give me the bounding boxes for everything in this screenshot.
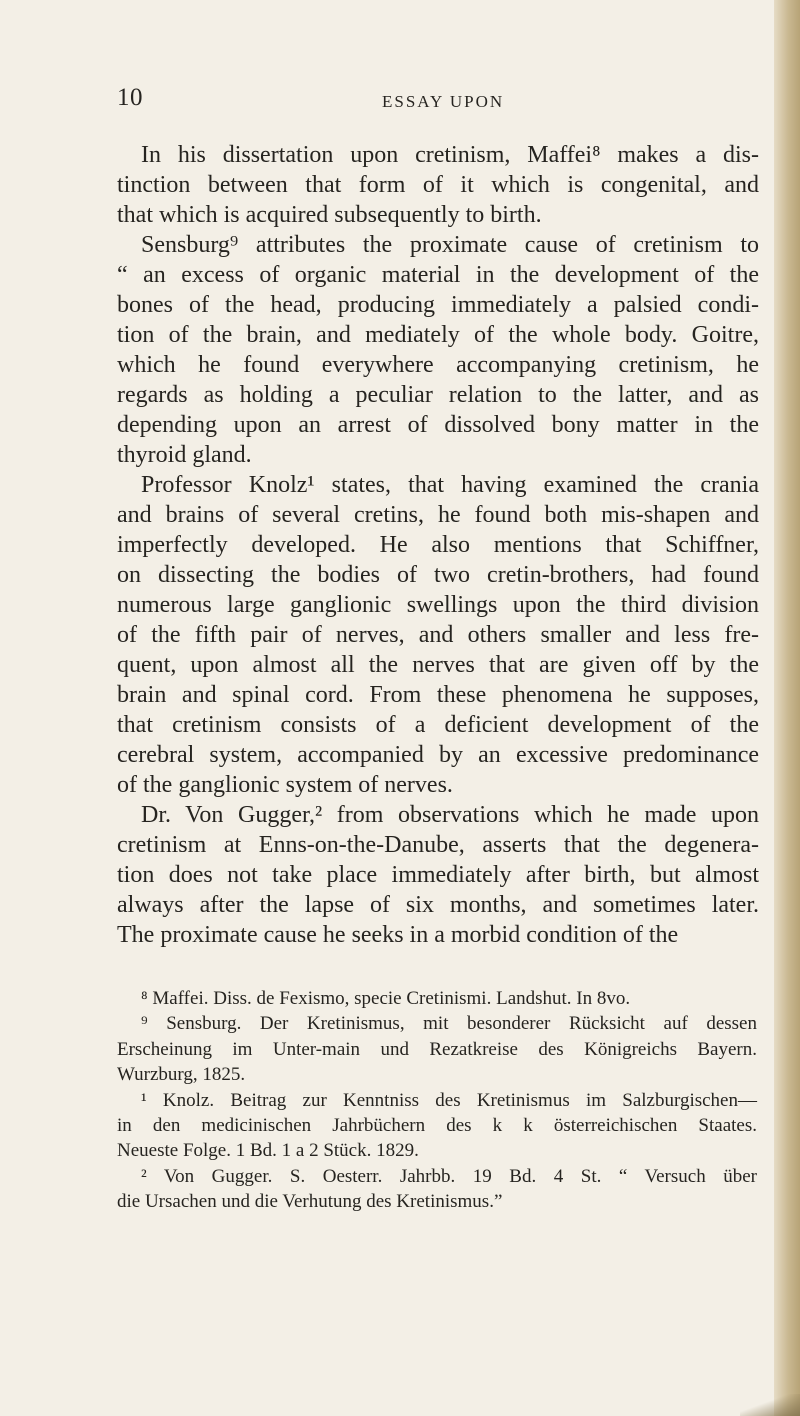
footnote-line: ¹ Knolz. Beitrag zur Kenntniss des Kretinismus im Salzburgischen— bbox=[141, 1089, 757, 1111]
page-edge bbox=[774, 0, 800, 1416]
footnote-line: Erscheinung im Unter-main und Rezatkreise des Königreichs Bayern. bbox=[117, 1038, 757, 1060]
paragraph bbox=[117, 800, 759, 950]
text-line: Professor Knolz¹ states, that having examined the crania bbox=[141, 472, 759, 498]
footnote bbox=[117, 1164, 757, 1215]
footnote bbox=[117, 986, 757, 1011]
text-line: Dr. Von Gugger,² from observations which he made upon bbox=[141, 802, 759, 828]
text-line: and brains of several cretins, he found both mis-shapen and bbox=[117, 502, 759, 528]
text-line: thyroid gland. bbox=[117, 442, 252, 468]
text-line: tion of the brain, and mediately of the whole body. Goitre, bbox=[117, 322, 759, 348]
footnote-line: ² Von Gugger. S. Oesterr. Jahrbb. 19 Bd. 4 St. “ Versuch über bbox=[141, 1165, 757, 1187]
text-line: “ an excess of organic material in the development of the bbox=[117, 262, 759, 288]
text-line: tion does not take place immediately after birth, but almost bbox=[117, 862, 759, 888]
footnotes bbox=[117, 986, 757, 1215]
text-line: always after the lapse of six months, and sometimes later. bbox=[117, 892, 759, 918]
text-line: bones of the head, producing immediately a palsied condi- bbox=[117, 292, 759, 318]
page-corner-shadow bbox=[740, 1394, 800, 1416]
text-line: which he found everywhere accompanying cretinism, he bbox=[117, 352, 759, 378]
text-line: that which is acquired subsequently to birth. bbox=[117, 202, 542, 228]
text-line: on dissecting the bodies of two cretin-brothers, had found bbox=[117, 562, 759, 588]
body-text bbox=[117, 140, 759, 950]
text-line: cerebral system, accompanied by an excessive predominance bbox=[117, 742, 759, 768]
text-line: quent, upon almost all the nerves that are given off by the bbox=[117, 652, 759, 678]
paragraph bbox=[117, 230, 759, 470]
text-line: of the fifth pair of nerves, and others smaller and less fre- bbox=[117, 622, 759, 648]
footnote-line: Neueste Folge. 1 Bd. 1 a 2 Stück. 1829. bbox=[117, 1140, 419, 1162]
text-line: imperfectly developed. He also mentions that Schiffner, bbox=[117, 532, 759, 558]
text-line: Sensburg⁹ attributes the proximate cause of cretinism to bbox=[141, 232, 759, 258]
running-head: ESSAY UPON bbox=[382, 92, 505, 111]
text-line: brain and spinal cord. From these phenomena he supposes, bbox=[117, 682, 759, 708]
text-line: The proximate cause he seeks in a morbid condition of the bbox=[117, 922, 679, 948]
text-line: tinction between that form of it which is congenital, and bbox=[117, 172, 759, 198]
footnote bbox=[117, 1088, 757, 1164]
text-line: of the ganglionic system of nerves. bbox=[117, 772, 453, 798]
text-line: regards as holding a peculiar relation to the latter, and as bbox=[117, 382, 759, 408]
footnote-line: ⁸ Maffei. Diss. de Fexismo, specie Cretinismi. Landshut. In 8vo. bbox=[141, 988, 631, 1009]
footnote-line: in den medicinischen Jahrbüchern des k k österreichischen Staates. bbox=[117, 1114, 757, 1136]
footnote-line: die Ursachen und die Verhutung des Kretinismus.” bbox=[117, 1191, 503, 1213]
footnote-line: Wurzburg, 1825. bbox=[117, 1064, 246, 1086]
text-line: In his dissertation upon cretinism, Maffei⁸ makes a dis- bbox=[141, 142, 759, 168]
text-line: depending upon an arrest of dissolved bony matter in the bbox=[117, 412, 759, 438]
paragraph bbox=[117, 470, 759, 800]
text-line: that cretinism consists of a deficient development of the bbox=[117, 712, 759, 738]
text-line: numerous large ganglionic swellings upon the third division bbox=[117, 592, 759, 618]
page-number: 10 bbox=[117, 84, 143, 111]
paragraph bbox=[117, 140, 759, 230]
footnote bbox=[117, 1011, 757, 1087]
footnote-line: ⁹ Sensburg. Der Kretinismus, mit besonderer Rücksicht auf dessen bbox=[141, 1013, 757, 1035]
text-line: cretinism at Enns-on-the-Danube, asserts that the degenera- bbox=[117, 832, 759, 858]
